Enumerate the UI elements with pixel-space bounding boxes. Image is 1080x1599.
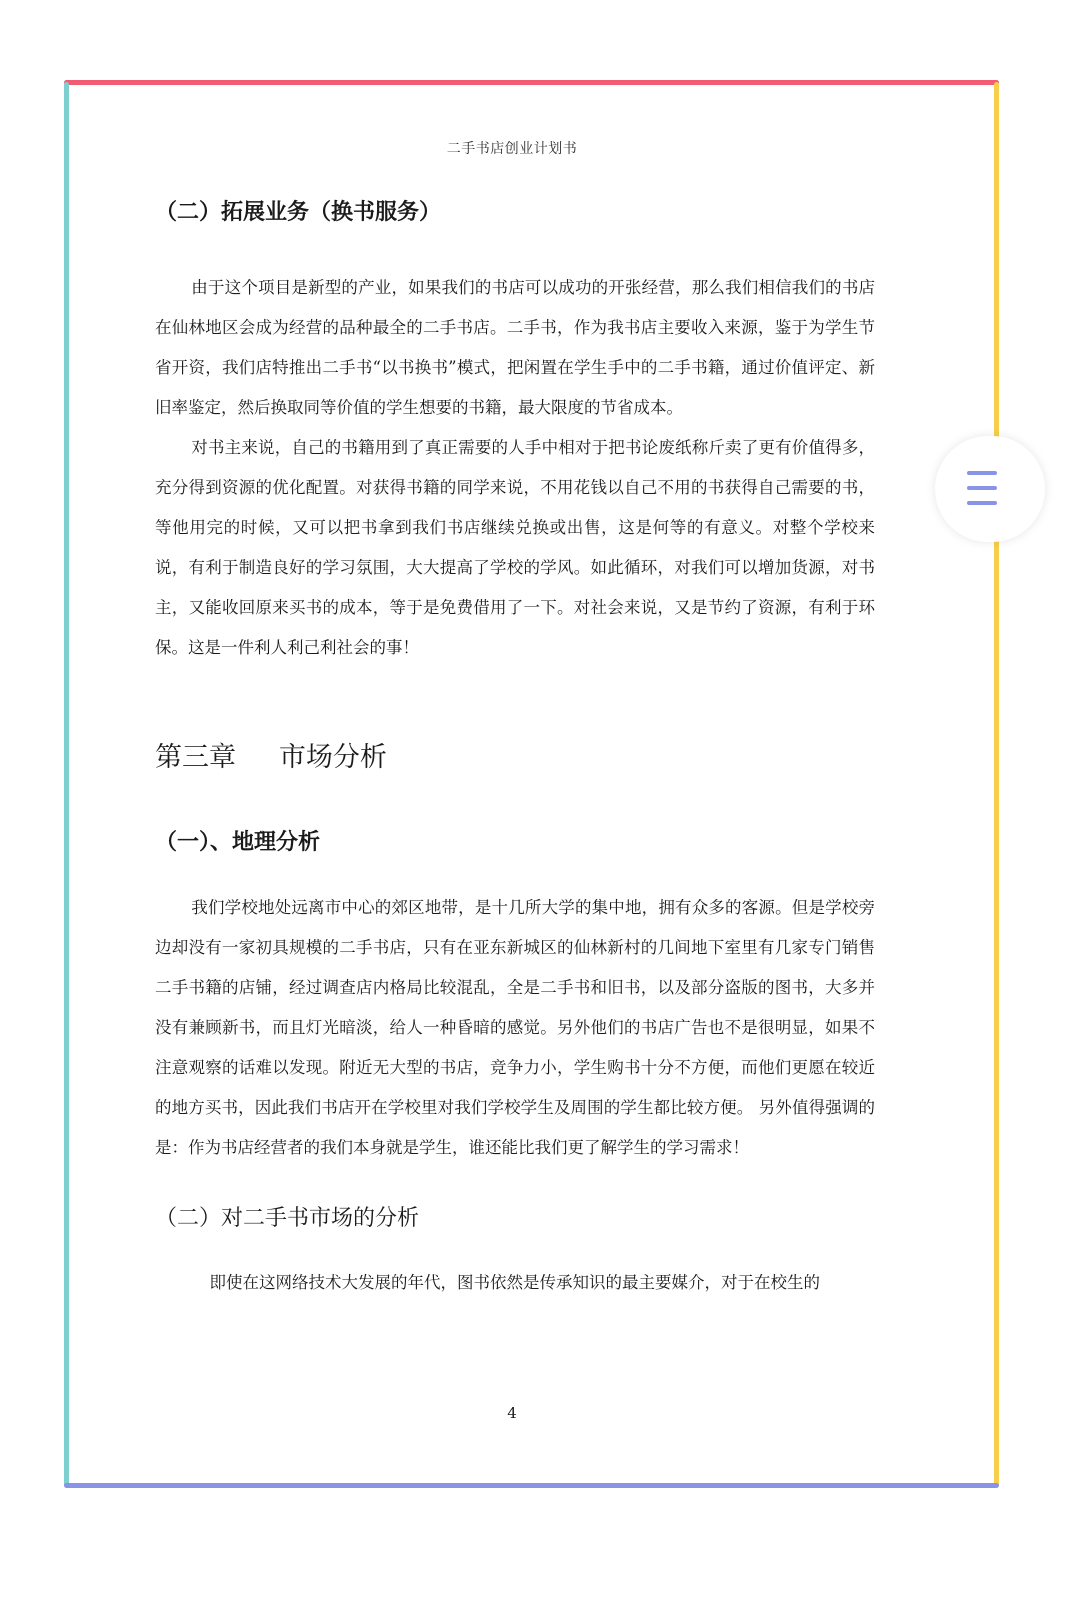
menu-icon [967,471,997,516]
frame-right-border [994,82,999,1487]
paragraph: 由于这个项目是新型的产业，如果我们的书店可以成功的开张经营，那么我们相信我们的书店在仙林地区会成为经营的品种最全的二手书店。二手书，作为我书店主要收入来源，鉴于为学生节省开资，我们店特推出二手书“以书换书”模式，把闲置在学生手中的二手书籍，通过价值评定、新旧率鉴定，然后换取同等价值的学生想要的书籍，最大限度的节省成本。 [155,278,875,418]
chapter-title: 第三章 市场分析 [155,742,387,774]
side-menu-button[interactable] [935,436,1045,542]
page-number: 4 [507,1404,517,1422]
running-header: 二手书店创业计划书 [446,141,578,157]
frame-top-border [64,80,999,85]
section-heading: （二）拓展业务（换书服务） [155,200,442,225]
paragraph: 对书主来说，自己的书籍用到了真正需要的人手中相对于把书论废纸称斤卖了更有价值得多，充分得到资源的优化配置。对获得书籍的同学来说，不用花钱以自己不用的书获得自己需要的书，等他用完的时候，又可以把书拿到我们书店继续兑换或出售，这是何等的有意义。对整个学校来说，有利于制造良好的学习氛围，大大提高了学校的学风。如此循环，对我们可以增加货源，对书主，又能收回原来买书的成本，等于是免费借用了一下。对社会来说，又是节约了资源，有利于环保。这是一件利人利己利社会的事！ [155,438,875,658]
section-heading: （一）、地理分析 [155,829,321,855]
frame-bottom-border [64,1483,999,1488]
paragraph: 我们学校地处远离市中心的郊区地带，是十几所大学的集中地，拥有众多的客源。但是学校旁边却没有一家初具规模的二手书店，只有在亚东新城区的仙林新村的几间地下室里有几家专门销售二手书籍的店铺，经过调查店内格局比较混乱，全是二手书和旧书，以及部分盗版的图书，大多并没有兼顾新书，而且灯光暗淡，给人一种昏暗的感觉。另外他们的书店广告也不是很明显，如果不注意观察的话难以发现。附近无大型的书店，竞争力小，学生购书十分不方便，而他们更愿在较近的地方买书，因此我们书店开在学校里对我们学校学生及周围的学生都比较方便。 另外值得强调的是：作为书店经营者的我们本身就是学生，谁还能比我们更了解学生的学习需求！ [155,898,875,1158]
document-body [155,190,875,1303]
paragraph: 即使在这网络技术大发展的年代，图书依然是传承知识的最主要媒介，对于在校生的 [209,1272,820,1292]
frame-left-border [64,82,69,1487]
section-heading: （二）对二手书市场的分析 [155,1206,420,1232]
